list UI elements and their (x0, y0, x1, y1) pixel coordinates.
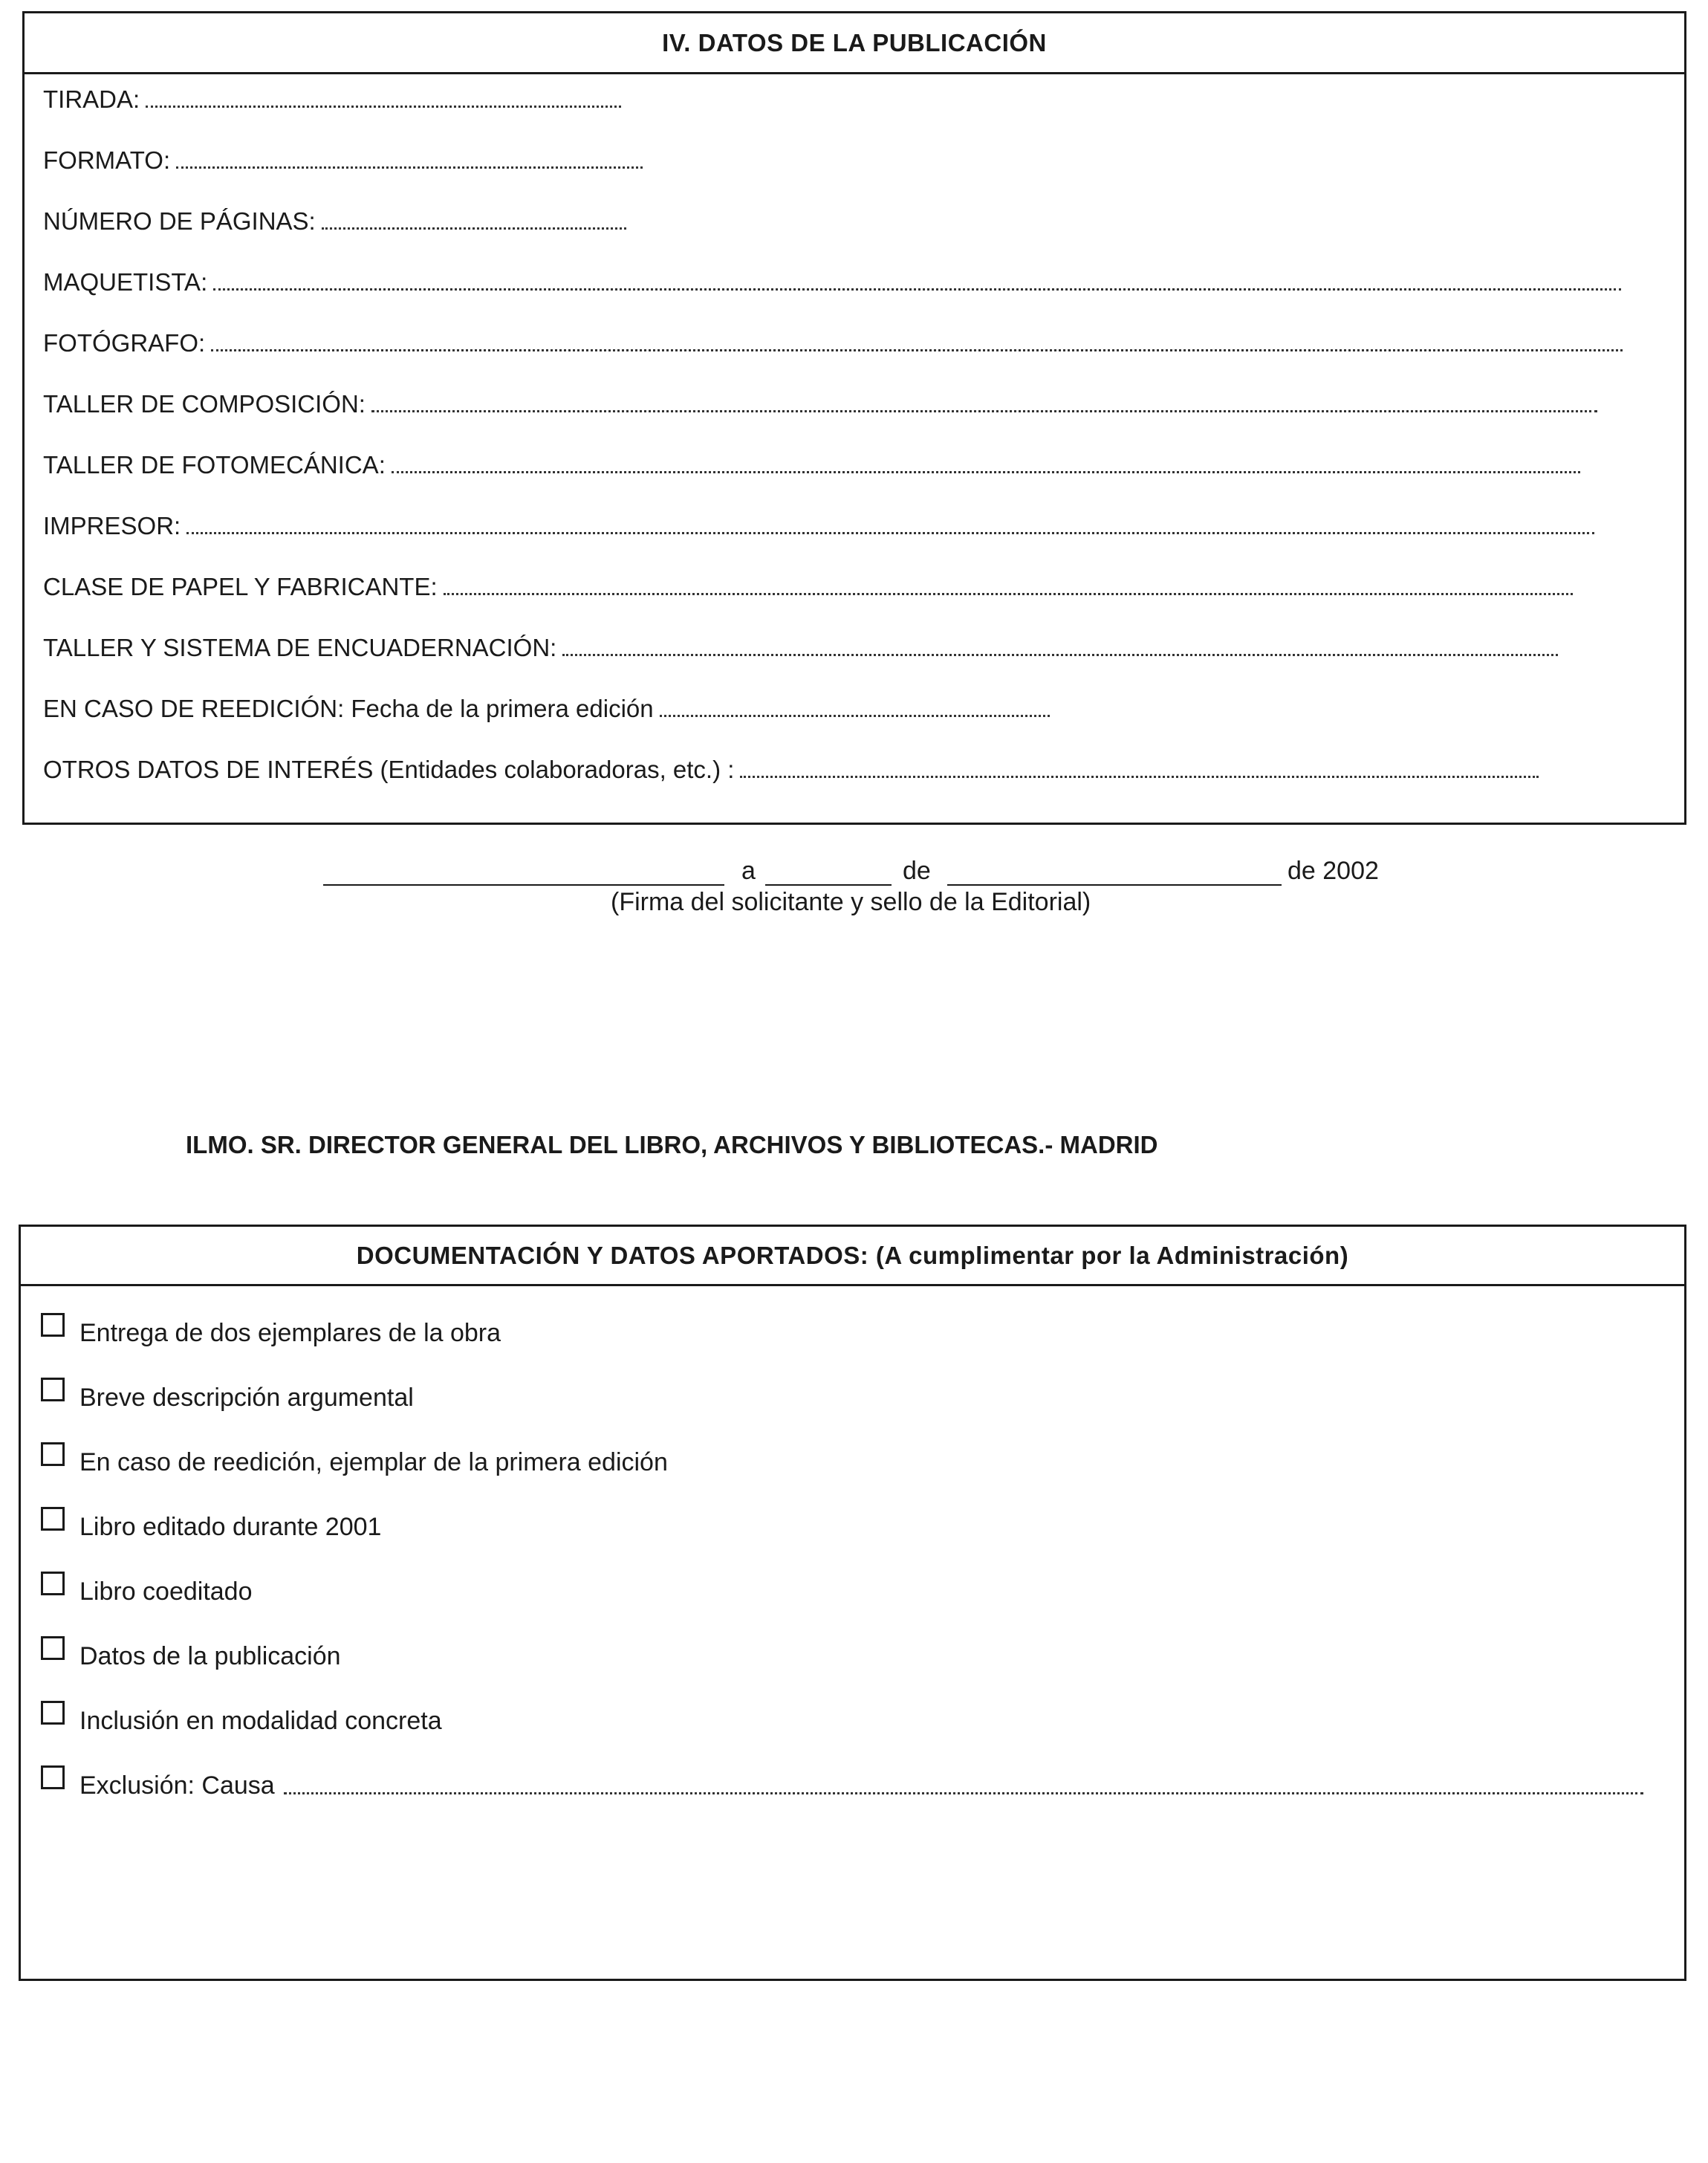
fill-line[interactable] (211, 348, 1623, 351)
field-label: NÚMERO DE PÁGINAS: (43, 207, 316, 235)
exclusion-cause-line[interactable] (284, 1791, 1643, 1794)
fill-line[interactable] (186, 531, 1594, 534)
field-otros-datos[interactable] (43, 756, 1539, 784)
signature-a-text: a (741, 857, 756, 885)
fill-line[interactable] (444, 592, 1573, 595)
checkbox[interactable] (41, 1442, 65, 1466)
field-formato[interactable] (43, 146, 643, 175)
check-item-editado-2001[interactable] (41, 1513, 381, 1542)
documentation-title: DOCUMENTACIÓN Y DATOS APORTADOS: (A cumplimentar por la Administración) (21, 1227, 1684, 1286)
field-taller-composicion[interactable] (43, 390, 1597, 418)
checkbox[interactable] (41, 1701, 65, 1725)
checkbox[interactable] (41, 1765, 65, 1789)
check-item-exclusion[interactable] (41, 1771, 1643, 1800)
field-label: TALLER Y SISTEMA DE ENCUADERNACIÓN: (43, 634, 557, 661)
check-item-datos-publicacion[interactable] (41, 1642, 341, 1671)
field-numero-paginas[interactable] (43, 207, 626, 236)
check-item-label: Inclusión en modalidad concreta (79, 1707, 442, 1735)
check-item-label: En caso de reedición, ejemplar de la primera edición (79, 1448, 668, 1476)
field-label: FORMATO: (43, 146, 171, 174)
check-item-label: Breve descripción argumental (79, 1384, 414, 1412)
checkbox[interactable] (41, 1313, 65, 1337)
checkbox[interactable] (41, 1507, 65, 1531)
field-encuadernacion[interactable] (43, 634, 1558, 662)
field-label: TALLER DE COMPOSICIÓN: (43, 390, 366, 418)
field-fotografo[interactable] (43, 329, 1623, 357)
checkbox[interactable] (41, 1636, 65, 1660)
check-item-label: Libro coeditado (79, 1577, 253, 1606)
field-tirada[interactable] (43, 85, 621, 114)
check-item-entrega-ejemplares[interactable] (41, 1319, 501, 1348)
fill-line[interactable] (146, 105, 621, 108)
signature-caption: (Firma del solicitante y sello de la Editorial) (611, 888, 1091, 916)
field-label: TALLER DE FOTOMECÁNICA: (43, 451, 386, 479)
fill-line[interactable] (322, 227, 626, 230)
fill-line[interactable] (176, 166, 643, 169)
fill-line[interactable] (740, 775, 1539, 778)
check-item-label: Datos de la publicación (79, 1642, 341, 1670)
checkbox[interactable] (41, 1572, 65, 1595)
check-item-label: Libro editado durante 2001 (79, 1513, 382, 1541)
signature-year-text: de 2002 (1288, 857, 1379, 885)
check-item-descripcion-argumental[interactable] (41, 1384, 414, 1413)
field-label: MAQUETISTA: (43, 268, 208, 296)
fill-line[interactable] (392, 470, 1580, 473)
field-clase-papel[interactable] (43, 573, 1573, 601)
field-taller-fotomecanica[interactable] (43, 451, 1580, 479)
check-item-coeditado[interactable] (41, 1577, 253, 1606)
field-reedicion[interactable] (43, 695, 1050, 723)
field-label: OTROS DATOS DE INTERÉS (Entidades colaboradoras, etc.) : (43, 756, 735, 783)
field-maquetista[interactable] (43, 268, 1621, 296)
fill-line[interactable] (371, 409, 1597, 412)
field-label: EN CASO DE REEDICIÓN: Fecha de la primera edición (43, 695, 654, 722)
signature-de-text: de (903, 857, 931, 885)
signature-day-line[interactable] (765, 884, 892, 886)
publication-data-title: IV. DATOS DE LA PUBLICACIÓN (25, 13, 1684, 74)
field-impresor[interactable] (43, 512, 1594, 540)
fill-line[interactable] (213, 288, 1621, 291)
check-item-inclusion-modalidad[interactable] (41, 1707, 442, 1736)
checkbox[interactable] (41, 1378, 65, 1401)
field-label: FOTÓGRAFO: (43, 329, 206, 357)
fill-line[interactable] (562, 653, 1558, 656)
field-label: TIRADA: (43, 85, 140, 113)
check-item-label: Exclusión: Causa (79, 1771, 275, 1800)
fill-line[interactable] (660, 714, 1050, 717)
check-item-reedicion[interactable] (41, 1448, 668, 1477)
check-item-label: Entrega de dos ejemplares de la obra (79, 1319, 501, 1347)
field-label: IMPRESOR: (43, 512, 181, 539)
field-label: CLASE DE PAPEL Y FABRICANTE: (43, 573, 438, 600)
signature-month-line[interactable] (947, 884, 1282, 886)
addressee-heading: ILMO. SR. DIRECTOR GENERAL DEL LIBRO, ARCHIVOS Y BIBLIOTECAS.- MADRID (186, 1131, 1158, 1158)
signature-place-line[interactable] (323, 884, 724, 886)
